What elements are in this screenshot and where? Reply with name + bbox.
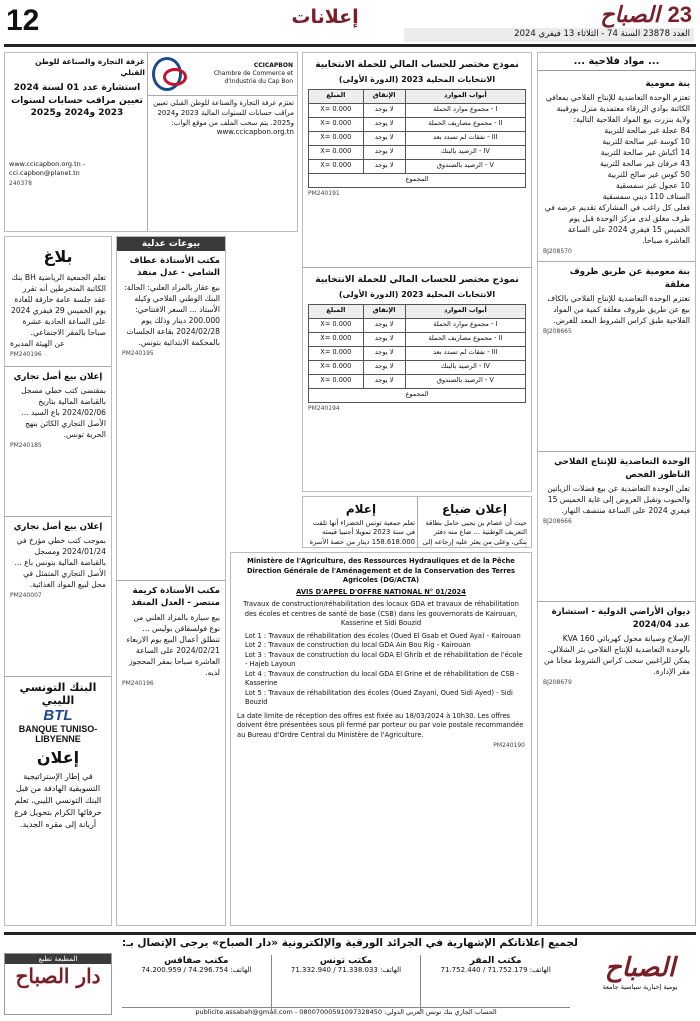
table-row (309, 374, 526, 388)
table-cell: لا يوجد (363, 360, 405, 374)
agri-sale-3 (538, 452, 695, 602)
office-tel: الهاتف: 74.296.754 / 74.200.959 (141, 966, 252, 974)
tender-avis: AVIS D'APPEL D'OFFRE NATIONAL N° 01/2024 (296, 587, 466, 596)
table-cell: X= 0.000 (309, 117, 364, 131)
office-item (420, 955, 570, 1011)
cci-title: استشارة عدد 01 لسنة 2024 تعيين مراقب حسابات لسنوات 2023 و2024 و2025 (11, 83, 143, 119)
judicial-head: بيوعات عدلية (117, 237, 225, 251)
business-sale-1 (5, 367, 111, 517)
ref-code: PM240190 (493, 742, 525, 750)
agri-sale-1-head: بنة معومية (645, 79, 690, 89)
table-cell: IV - الرصيد بالبنك (405, 360, 525, 374)
tender-notice (230, 552, 532, 926)
business-sale-2 (5, 517, 111, 677)
footer-address: الحساب الجاري بنك تونس العربي الدولي: 08007000591097328450 - publicite.assabah@gmail.com (122, 1007, 570, 1016)
ref-code: 240378 (9, 179, 32, 187)
header-rule (4, 44, 696, 47)
info-text: تعلم جمعية تونس الخضراء أنها تلقت في سنة 2023 تمويلا أجنبيا قيمته 158.618.000 دينار من حصة الأسرة (309, 519, 415, 546)
info-title: إعلام (345, 502, 377, 516)
business-sale-1-text: بمقتضى كتب خطي مسجل بالقباضة المالية بتاريخ 2024/02/06 باع السيد ... الأصل التجاري الكائن بنهج الحرية تونس. (21, 386, 106, 440)
table-header: الإنفاق (363, 304, 405, 318)
table-cell: II - مجموع مصاريف الحملة (405, 117, 525, 131)
table-cell: X= 0.000 (309, 360, 364, 374)
tender-direction: Direction Générale de l'Aménagement et de la Conservation des Terres Agricoles (DG/ACTA) (246, 566, 516, 585)
table-header: المبلغ (309, 89, 364, 103)
notices-row (302, 496, 532, 548)
office-name: مكتب صفاقس (164, 956, 229, 966)
agri-sale-3-text: تعلن الوحدة التعاضدية عن بيع فضلات الزياتين والحبوب وتقبل العروض إلى غاية الخميس 15 فيفري 2024 على الساعة منتصف النهار. (547, 484, 690, 516)
office-item (271, 955, 421, 1011)
table-row (309, 131, 526, 145)
lost-notice (417, 497, 531, 548)
office-name: مكتب تونس (319, 956, 373, 966)
table-row (309, 346, 526, 360)
table-cell: لا يوجد (363, 145, 405, 159)
office-name: مكتب المقر (469, 956, 522, 966)
finance-statement-2 (303, 268, 531, 483)
table-total: المجموع (309, 173, 526, 187)
btl-head: إعلان (36, 748, 80, 767)
info-notice (303, 497, 419, 548)
cci-emblem-icon (152, 57, 182, 91)
section-title: إعلانات (291, 6, 359, 28)
ref-code: BJ208570 (543, 248, 572, 256)
table-cell: I - مجموع موارد الحملة (405, 318, 525, 332)
btl-arabic-name: البنك التونسي الليبي (19, 681, 97, 707)
agri-sale-2-head: بنة معومية عن طريق ظروف مغلقة (569, 267, 690, 290)
page-number: 12 (6, 4, 40, 37)
notices-column (4, 236, 112, 926)
judicial-sale-1-text: بيع عقار بالمزاد العلني: الحالة: البنك الوطني الفلاحي وكيله الأستاذ ... السعر الافتتاحي: 200.000 دينار وذلك يوم 2024/02/28 بقاعة الجلسات بالمحكمة الابتدائية بتونس. (124, 282, 220, 347)
cci-notice (4, 52, 298, 232)
agri-item: 14 أكباش غير صالحة للتربية (600, 148, 690, 158)
footer-logo-name: الصباح (604, 953, 676, 983)
agri-sale-2 (538, 262, 695, 452)
ref-code: PM240195 (122, 349, 154, 357)
footer-logo-tagline: يومية إخبارية سياسية جامعة (602, 983, 678, 991)
table-cell: لا يوجد (363, 103, 405, 117)
agri-sale-1-text: تعتزم الوحدة التعاضدية للإنتاج الفلاحي بمعافي الكائنة بوادي الزرقاء معتمدية منزل بورقيبة ولاية بنزرت بيع المواد الفلاحية التالية: (545, 93, 690, 125)
judicial-sale-2-head: مكتب الأستاذة كريمة منتصر - العدل المنفذ (131, 586, 220, 609)
table-cell: X= 0.000 (309, 332, 364, 346)
footer-left-top: المطبعة تطبع (5, 954, 111, 964)
finance-title: نموذج مختصر للحساب المالي للحملة الانتخابية (315, 60, 519, 70)
table-header: أبواب الموارد (405, 304, 525, 318)
tender-lot: Lot 1 : Travaux de réhabilitation des écoles (Oued El Gsab et Oued Aya) - Kairouan (245, 631, 521, 640)
finance-statement-1 (303, 53, 531, 268)
agri-sale-1-tail: فعلى كل راغب في المشاركة تقديم عرضه في ظرف مغلق لدى مركز الوحدة قبل يوم الخميس 15 فيفري 2024 على الساعة العاشرة صباحا. (544, 203, 690, 246)
btl-ad (5, 677, 111, 835)
table-cell: X= 0.000 (309, 159, 364, 173)
page-header (0, 0, 700, 46)
table-cell: IV - الرصيد بالبنك (405, 145, 525, 159)
agri-item: 10 عجول غير سمسقية (616, 181, 690, 191)
btl-logo: BTL (43, 707, 73, 724)
table-total: المجموع (309, 388, 526, 402)
agri-item: الستاف 110 ديني سمسقية (602, 192, 690, 202)
tender-object: Travaux de construction/réhabilitation des locaux GDA et travaux de réhabilitation des écoles et centres de santé de base (CSB) dans les gouvernorats de Kairouan, Kasserine et Sidi Bouzid (243, 600, 519, 628)
footer-title: لجميع إعلاناتكم الإشهارية في الجرائد الورقية والإلكترونية «دار الصباح» يرجى الإتصال بـ: (122, 937, 578, 949)
table-row (309, 159, 526, 173)
bylaw-sign: عن الهيئة المديرة (10, 339, 65, 349)
tender-lot: Lot 5 : Travaux de réhabilitation des écoles (Oued Zayani, Oued Sidi Ayed) - Sidi Bouzid (245, 688, 513, 707)
table-cell: V - الرصيد بالصندوق (405, 159, 525, 173)
table-cell: لا يوجد (363, 131, 405, 145)
table-cell: لا يوجد (363, 374, 405, 388)
table-header: المبلغ (309, 304, 364, 318)
table-row (309, 173, 526, 187)
table-cell: III - نفقات لم تسدد بعد (405, 131, 525, 145)
ref-code: PM240185 (10, 442, 42, 450)
agri-sale-2-text: تعتزم الوحدة التعاضدية للإنتاج الفلاحي بالكاف بيع عن طريق ظروف مغلقة كمية من المواد الفلاحية طبق كراس الشروط المعد للغرض. (547, 294, 690, 326)
table-cell: I - مجموع موارد الحملة (405, 103, 525, 117)
cci-logo-text (186, 62, 293, 85)
judicial-sale-1 (117, 251, 225, 581)
cci-name: CCICAPBON (253, 62, 293, 70)
tender-lot: Lot 4 : Travaux de construction du local GDA El Grine et de réhabilitation de CSB - Kasserine (245, 669, 519, 688)
office-tel: الهاتف: 71.338.033 / 71.332.940 (290, 966, 402, 974)
agri-item: 84 عجلة غير صالحة للتربية (604, 126, 690, 136)
judicial-sale-2-text: بيع سيارة بالمزاد العلني من نوع فولسفاقن بوليس ... تنطلق أعمال البيع يوم الاربعاء 2024/02/21 على الساعة العاشرة صباحا بمقر المحجوز لديه. (126, 612, 220, 677)
agri-sale-3-head: الوحدة التعاضدية للإنتاج الفلاحي الناظور الفحص (554, 457, 690, 480)
ref-code: BJ208666 (543, 518, 572, 526)
ref-code: BJ208679 (543, 679, 572, 687)
table-row (309, 117, 526, 131)
btl-text: في إطار الإستراتيجية التسويقية الهادفة من قبل البنك التونسي الليبي، تعلم حرفائها الكرام بتحويل فرع أريانة إلى مقره الجديد. (14, 772, 102, 829)
table-cell: II - مجموع مصاريف الحملة (405, 332, 525, 346)
masthead-number: 23 (667, 2, 692, 27)
btl-french-name: BANQUE TUNISO-LIBYENNE (18, 724, 98, 744)
table-cell: X= 0.000 (309, 145, 364, 159)
lost-title: إعلان ضياع (441, 502, 508, 516)
ref-code: PM240196 (122, 679, 154, 687)
table-cell: لا يوجد (363, 346, 405, 360)
finance-table (308, 89, 526, 188)
cci-left (147, 53, 297, 231)
table-cell: X= 0.000 (309, 374, 364, 388)
ref-code: PM240194 (308, 404, 340, 412)
finance-subtitle: الانتخابات المحلية 2023 (الدورة الأولى) (338, 290, 496, 300)
office-item (122, 955, 271, 1011)
agri-sale-4-text: الإصلاح وصيانة محول كهربائي KVA 160 بالوحدة التعاضدية للإنتاج الفلاحي بئر الشلالي. يمكن للراغبين سحب كراس الشروط مجانا من مقر الإدارة. (544, 634, 690, 677)
tender-lot: Lot 3 : Travaux de construction du local GDA El Ghrib et de réhabilitation de l'école - Hajeb Layoun (245, 650, 523, 669)
table-row (309, 332, 526, 346)
table-cell: X= 0.000 (309, 131, 364, 145)
footer-left-logo: دار الصباح (15, 964, 101, 988)
issue-info: العدد 23878 السنة 74 - الثلاثاء 13 فيفري 2024 (404, 28, 694, 42)
table-row (309, 360, 526, 374)
tender-lot: Lot 2 : Travaux de construction du local GDA Ain Bou Rig - Kairouan (245, 641, 471, 650)
table-cell: V - الرصيد بالصندوق (405, 374, 525, 388)
cci-ar-name: غرفة التجارة والصناعة للوطن القبلي (35, 57, 145, 77)
ref-code: PM240191 (308, 189, 340, 197)
table-cell: لا يوجد (363, 332, 405, 346)
office-tel: الهاتف: 71.752.179 / 71.752.440 (440, 966, 551, 974)
business-sale-2-text: بموجب كتب خطي مؤرخ في 2024/01/24 ومسجل بالقباضة المالية بتونس باع ... الأصل التجاري المتمثل في محل لبيع المواد الغذائية. (14, 536, 106, 590)
table-cell: III - نفقات لم تسدد بعد (405, 346, 525, 360)
agri-item: 43 خرفان غير صالحة للتربية (599, 159, 690, 169)
tender-body: La date limite de réception des offres est fixée au 18/03/2024 à 10h30. Les offres doivent être présentées sous pli fermé par porteur ou par voie postale recommandée au Bureau d'Ordre Central du Ministère de l'Agriculture. (237, 711, 524, 739)
footer-logo-right (584, 953, 696, 1015)
table-cell: X= 0.000 (309, 103, 364, 117)
finance-table (308, 304, 526, 403)
agri-sale-4 (538, 602, 695, 692)
judicial-sale-1-head: مكتب الأستاذة عطاف الشامي - عدل منفذ (129, 256, 220, 279)
finance-column (302, 52, 532, 492)
table-cell: X= 0.000 (309, 346, 364, 360)
agri-item: 10 كوسة غير صالحة للتربية (602, 137, 690, 147)
bylaw-text: تعلم الجمعية الرياضية BH بنك الكاتبة المنخرطين أنه تقرر عقد جلسة عامة خارقة للعادة يوم الخميس 29 فيفري 2024 على الساعة الحادية عشرة صباحا بالمقر الاجتماعي. (11, 273, 106, 338)
agri-item: 50 كوس غير صالح للتربية (607, 170, 690, 180)
business-sale-2-title: إعلان بيع أصل تجاري (13, 522, 103, 532)
cci-subname: Chambre de Commerce et d'Industrie du Cap Bon (213, 70, 293, 85)
table-row (309, 145, 526, 159)
footer-logo-left (4, 953, 112, 1015)
masthead-name: الصباح (600, 2, 660, 28)
ref-code: BJ208665 (543, 328, 572, 336)
finance-title: نموذج مختصر للحساب المالي للحملة الانتخابية (315, 275, 519, 285)
cci-logo (148, 53, 297, 96)
cci-text: تعتزم غرفة التجارة والصناعة للوطن القبلي تعيين مراقب حسابات للسنوات المالية 2023 و2024 و2025. يتم سحب الملف من موقع الواب: www.ccicapbon.org.tn (153, 99, 294, 137)
agri-sale-1 (538, 74, 695, 262)
agri-sale-4-head: ديوان الأراضي الدولية - استشارة عدد 2024/04 (551, 607, 690, 630)
tender-ministry: Ministère de l'Agriculture, des Ressources Hydrauliques et de la Pêche (247, 557, 515, 565)
table-cell: لا يوجد (363, 159, 405, 173)
judicial-sale-2 (117, 581, 225, 693)
table-cell: X= 0.000 (309, 318, 364, 332)
cci-right (5, 53, 149, 231)
lost-text: حيث أن عصام بن يحيى حامل بطاقة التعريف الوطنية ... ضاع منه دفتر بنكي، وعلى من يعثر عليه إرجاعه إلى (422, 519, 527, 546)
table-header: أبواب الموارد (405, 89, 525, 103)
table-cell: لا يوجد (363, 117, 405, 131)
ref-code: PM240007 (10, 592, 42, 600)
business-sale-1-title: إعلان بيع أصل تجاري (13, 372, 103, 382)
ref-code: PM240196 (10, 351, 42, 359)
agri-title: ... مواد فلاحية ... (538, 53, 695, 71)
bylaw-notice (5, 237, 111, 367)
footer-offices (122, 955, 570, 1011)
agri-column (537, 52, 696, 926)
table-header: الإنفاق (363, 89, 405, 103)
table-row (309, 318, 526, 332)
bylaw-title: بلاغ (43, 247, 73, 266)
page-footer (4, 932, 696, 1016)
table-row (309, 388, 526, 402)
judicial-column (116, 236, 226, 926)
masthead-logo (542, 2, 692, 28)
table-row (309, 103, 526, 117)
table-cell: لا يوجد (363, 318, 405, 332)
finance-subtitle: الانتخابات المحلية 2023 (الدورة الأولى) (338, 75, 496, 85)
cci-web: www.ccicapbon.org.tn - cci.capbon@planet.tn (9, 159, 86, 177)
